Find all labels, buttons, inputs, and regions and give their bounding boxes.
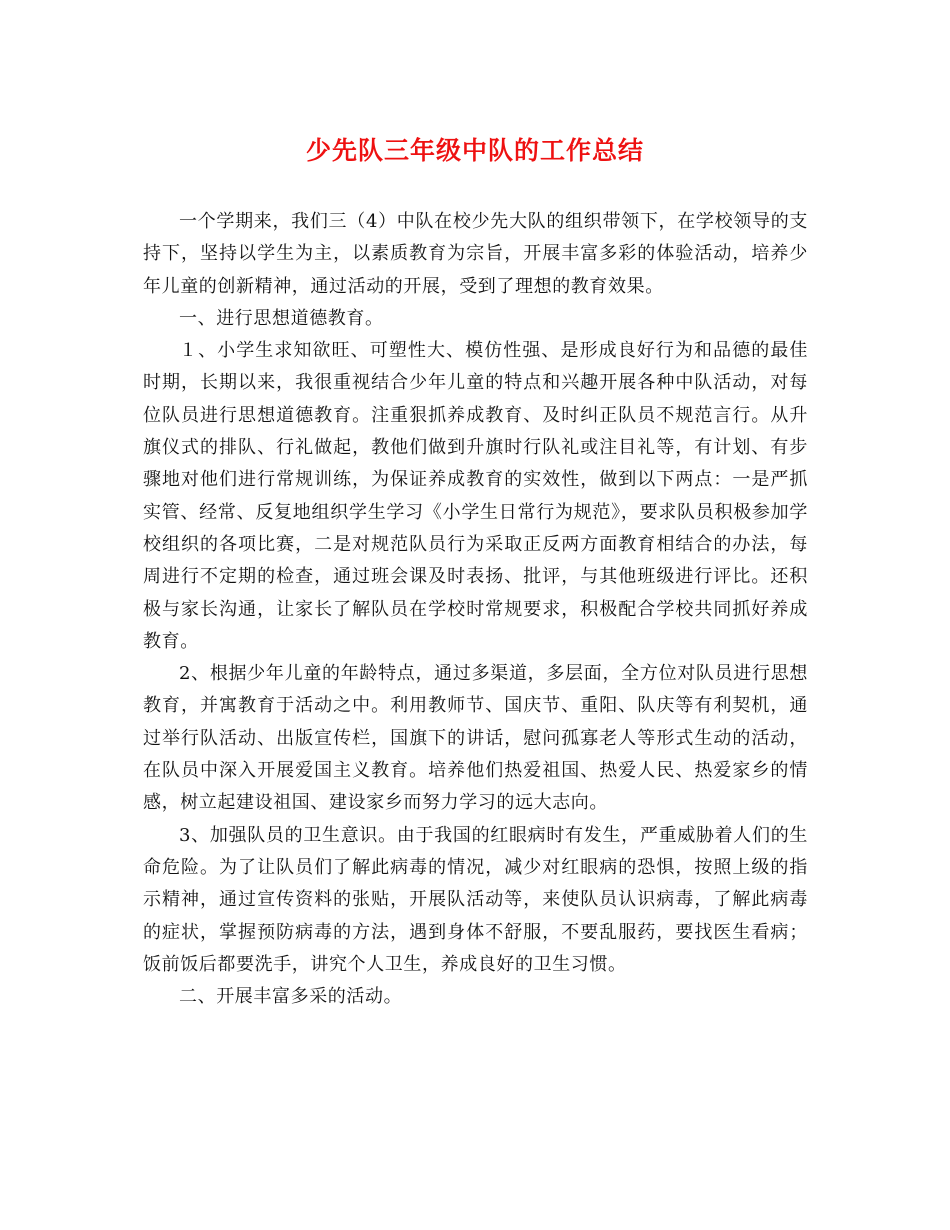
document-body xyxy=(143,206,808,1013)
document-title: 少先队三年级中队的工作总结 xyxy=(305,136,644,165)
paragraph-item-1: １、小学生求知欲旺、可塑性大、模仿性强、是形成良好行为和品德的最佳时期，长期以来，我很重视结合少年儿童的特点和兴趣开展各种中队活动，对每位队员进行思想道德教育。注重狠抓养成教育、及时纠正队员不规范言行。从升旗仪式的排队、行礼做起，教他们做到升旗时行队礼或注目礼等，有计划、有步骤地对他们进行常规训练，为保证养成教育的实效性，做到以下两点：一是严抓实管、经常、反复地组织学生学习《小学生日常行为规范》，要求队员积极参加学校组织的各项比赛，二是对规范队员行为采取正反两方面教育相结合的办法，每周进行不定期的检查，通过班会课及时表扬、批评，与其他班级进行评比。还积极与家长沟通，让家长了解队员在学校时常规要求，积极配合学校共同抓好养成教育。 xyxy=(143,340,808,652)
paragraph-item-2: 2、根据少年儿童的年龄特点，通过多渠道，多层面，全方位对队员进行思想教育，并寓教育于活动之中。利用教师节、国庆节、重阳、队庆等有利契机，通过举行队活动、出版宣传栏，国旗下的讲话，慰问孤寡老人等形式生动的活动，在队员中深入开展爱国主义教育。培养他们热爱祖国、热爱人民、热爱家乡的情感，树立起建设祖国、建设家乡而努力学习的远大志向。 xyxy=(143,663,808,814)
section-heading-1: 一、进行思想道德教育。 xyxy=(179,307,384,329)
section-heading-2: 二、开展丰富多采的活动。 xyxy=(179,986,403,1008)
paragraph-item-3: 3、加强队员的卫生意识。由于我国的红眼病时有发生，严重威胁着人们的生命危险。为了让队员们了解此病毒的情况，减少对红眼病的恐惧，按照上级的指示精神，通过宣传资料的张贴，开展队活动等，来使队员认识病毒，了解此病毒的症状，掌握预防病毒的方法，遇到身体不舒服，不要乱服药，要找医生看病；饭前饭后都要洗手，讲究个人卫生，养成良好的卫生习惯。 xyxy=(143,824,808,975)
paragraph-intro: 一个学期来，我们三（4）中队在校少先大队的组织带领下，在学校领导的支持下，坚持以学生为主，以素质教育为宗旨，开展丰富多彩的体验活动，培养少年儿童的创新精神，通过活动的开展，受到了理想的教育效果。 xyxy=(143,211,808,297)
